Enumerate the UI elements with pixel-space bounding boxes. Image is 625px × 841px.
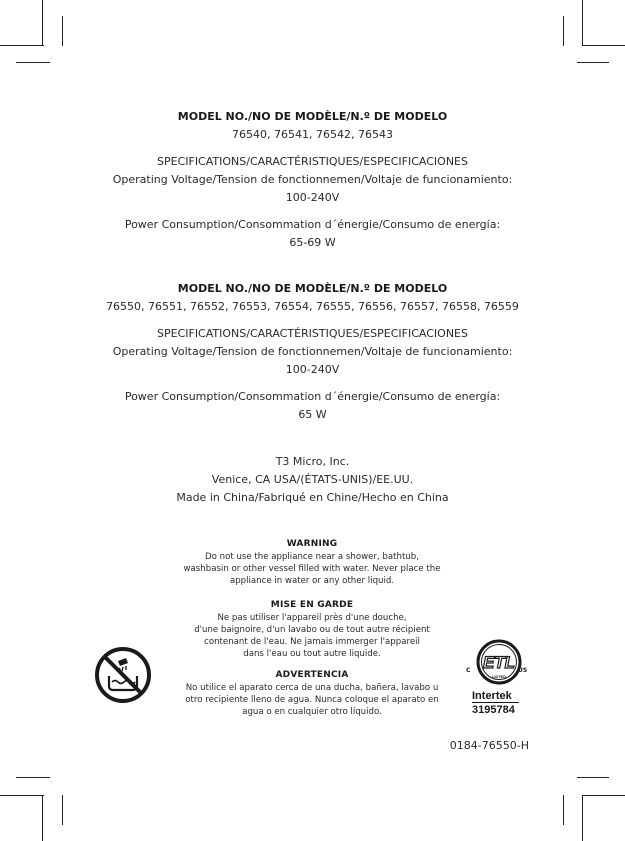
power-label: Power Consumption/Consommation d´énergie/Consumo de energía: <box>124 390 501 403</box>
warning-line: otro recipiente lleno de agua. Nunca coloque el aparato en <box>185 695 439 705</box>
crop-mark <box>582 795 583 841</box>
crop-mark <box>0 795 44 796</box>
crop-mark <box>577 777 609 778</box>
crop-mark <box>563 16 564 46</box>
voltage-label: Operating Voltage/Tension de fonctionnemen/Voltaje de funcionamiento: <box>112 173 513 186</box>
etl-listed-mark-icon <box>466 638 532 686</box>
warning-line: Do not use the appliance near a shower, bathtub, <box>205 552 419 562</box>
manufacturer-block <box>0 453 625 507</box>
crop-mark <box>577 62 609 63</box>
model-heading: MODEL NO./NO DE MODÈLE/N.º DE MODELO <box>177 282 448 295</box>
etl-mark-text: ETL <box>482 653 516 672</box>
warning-line: dans l'eau ou tout autre liquide. <box>243 649 381 659</box>
intertek-number: 3195784 <box>472 704 515 716</box>
warning-english <box>162 538 462 587</box>
power-value: 65-69 W <box>289 236 336 249</box>
spec-heading: SPECIFICATIONS/CARACTÉRISTIQUES/ESPECIFICACIONES <box>157 327 468 340</box>
crop-mark <box>42 0 43 45</box>
etl-c-label: C <box>466 667 471 674</box>
crop-mark <box>582 0 583 45</box>
crop-mark <box>563 795 564 825</box>
spec-heading: SPECIFICATIONS/CARACTÉRISTIQUES/ESPECIFICACIONES <box>157 155 468 168</box>
voltage-value: 100-240V <box>285 363 340 376</box>
warning-line: No utilice el aparato cerca de una ducha, bañera, lavabo u <box>185 683 439 693</box>
warning-title: WARNING <box>286 539 338 549</box>
warning-line: d'une baignoire, d'un lavabo ou de tout autre récipient <box>194 625 430 635</box>
manufacturer-name: T3 Micro, Inc. <box>275 455 350 468</box>
warning-spanish <box>162 669 462 718</box>
warning-french <box>162 599 462 660</box>
warning-line: agua o en cualquier otro líquido. <box>242 707 382 717</box>
no-water-use-icon <box>94 646 152 704</box>
crop-mark <box>582 45 625 46</box>
listed-label: LISTED <box>491 674 507 679</box>
crop-mark <box>16 777 50 778</box>
model-numbers: 76540, 76541, 76542, 76543 <box>232 128 393 141</box>
spec-section-2 <box>0 280 625 424</box>
etl-us-label: US <box>518 667 528 674</box>
warning-title: ADVERTENCIA <box>275 670 349 680</box>
crop-mark <box>62 795 63 825</box>
country-of-origin: Made in China/Fabriqué en Chine/Hecho en China <box>176 491 449 504</box>
crop-mark <box>16 62 50 63</box>
voltage-label: Operating Voltage/Tension de fonctionnemen/Voltaje de funcionamiento: <box>112 345 513 358</box>
intertek-brand: Intertek <box>472 690 512 702</box>
document-code: 0184-76550-H <box>449 739 529 752</box>
warning-line: washbasin or other vessel filled with water. Never place the <box>183 564 441 574</box>
crop-mark <box>42 795 43 841</box>
crop-mark <box>62 16 63 46</box>
warning-line: appliance in water or any other liquid. <box>229 576 395 586</box>
voltage-value: 100-240V <box>285 191 340 204</box>
warning-line: contenant de l'eau. Ne jamais immerger l'appareil <box>204 637 420 647</box>
crop-mark <box>0 45 44 46</box>
power-value: 65 W <box>298 408 327 421</box>
crop-mark <box>582 795 625 796</box>
warning-line: Ne pas utiliser l'appareil près d'une douche, <box>217 613 407 623</box>
model-numbers: 76550, 76551, 76552, 76553, 76554, 76555, 76556, 76557, 76558, 76559 <box>106 300 519 313</box>
warning-title: MISE EN GARDE <box>270 600 354 610</box>
model-heading: MODEL NO./NO DE MODÈLE/N.º DE MODELO <box>177 110 448 123</box>
intertek-divider <box>472 702 519 703</box>
manufacturer-location: Venice, CA USA/(ÉTATS-UNIS)/EE.UU. <box>211 473 414 486</box>
spec-section-1 <box>0 108 625 252</box>
power-label: Power Consumption/Consommation d´énergie/Consumo de energía: <box>124 218 501 231</box>
